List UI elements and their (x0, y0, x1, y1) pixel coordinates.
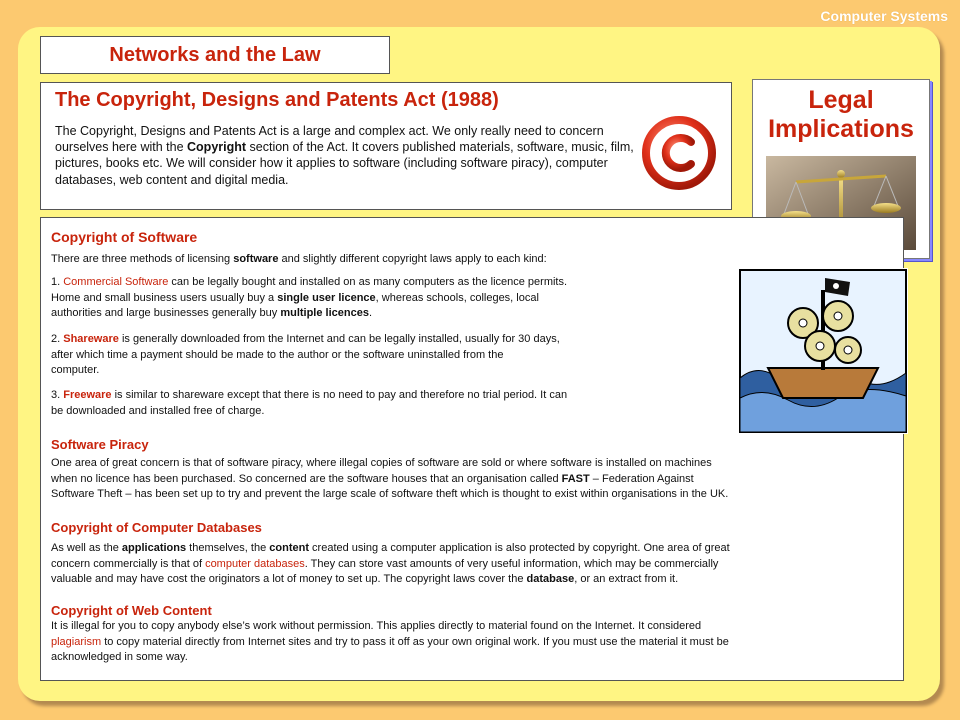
text-part: when no licence has been purchased. So concerned are the software houses that an organisation called (51, 472, 562, 485)
pirate-ship-icon (738, 268, 908, 434)
text-part: to copy material directly from Internet sites and try to pass it off as your own original work. If you must use the material it must be (101, 635, 729, 648)
item-line: computer. (51, 364, 100, 377)
piracy-text (51, 456, 891, 503)
text-line: acknowledged in some way. (51, 651, 188, 664)
item-line: be downloaded and installed free of charge. (51, 404, 265, 417)
act-text-bold: Copyright (187, 140, 247, 155)
item-line (51, 332, 741, 348)
text-bold: multiple licences (280, 307, 369, 320)
item-line (51, 275, 741, 291)
copyright-symbol-icon (641, 115, 717, 191)
item-number: 1. (51, 276, 64, 288)
legal-title-line: Implications (768, 115, 914, 143)
text-part: valuable and may have cost the originators a lot of money to set up. The copyright laws cover the (51, 573, 527, 586)
commercial-software-item (51, 275, 741, 322)
item-name: Freeware (63, 389, 112, 401)
piracy-heading: Software Piracy (51, 437, 149, 452)
text-bold: applications (121, 542, 187, 554)
software-heading: Copyright of Software (51, 229, 198, 245)
text-bold: FAST (561, 472, 590, 485)
course-title: Computer Systems (820, 8, 948, 24)
text-part: , or an extract from it. (574, 573, 679, 586)
act-title: The Copyright, Designs and Patents Act (1988) (55, 89, 499, 111)
text-line (51, 635, 891, 651)
legal-title-line: Legal (808, 86, 874, 114)
item-name: Commercial Software (63, 276, 169, 288)
text-part: concern commercially is that of (51, 557, 206, 570)
shareware-item (51, 332, 741, 379)
software-intro (51, 252, 547, 268)
item-line: after which time a payment should be made to the author or the software uninstalled from the (51, 348, 504, 361)
text-line: It is illegal for you to copy anybody else’s work without permission. This applies directly to material found on the Internet. It considered (51, 620, 702, 632)
text-part: created using a computer application is also protected by copyright. One area of great (309, 542, 730, 554)
text-highlight: plagiarism (51, 635, 102, 648)
item-number: 2. (51, 333, 64, 345)
copyright-act-box (40, 82, 732, 210)
text-bold: content (269, 542, 309, 554)
text-line: One area of great concern is that of software piracy, where illegal copies of software are sold or where software is installed on machines (51, 457, 712, 469)
item-number: 3. (51, 389, 64, 401)
text-part: themselves, the (186, 542, 270, 554)
web-heading: Copyright of Web Content (51, 603, 212, 618)
text-part: There are three methods of licensing (51, 253, 234, 265)
text-line (51, 541, 891, 557)
text-part: can be legally bought and installed on as many computers as the licence permits. (168, 276, 568, 288)
text-part: . (368, 307, 373, 320)
web-text (51, 619, 891, 666)
item-name: Shareware (63, 333, 119, 345)
text-bold: single user licence (277, 291, 376, 304)
item-line (51, 291, 741, 307)
legal-title (753, 86, 929, 144)
text-part: is similar to shareware except that there is no need to pay and therefore no trial period. It can (111, 389, 568, 401)
text-line (51, 472, 891, 488)
item-line (51, 306, 741, 322)
text-part: . They can store vast amounts of very useful information, which may be commercially (304, 557, 719, 570)
text-bold: software (233, 253, 279, 265)
text-bold: database (526, 573, 575, 586)
text-part: – Federation Against (589, 472, 694, 485)
act-description (55, 123, 635, 188)
section-title: Networks and the Law (40, 36, 390, 74)
text-part: authorities and large businesses generally buy (51, 307, 281, 320)
text-line: Software Theft – has been set up to try and prevent the large scale of software theft which is thought to exist within organisations in the UK. (51, 488, 729, 501)
text-line (51, 572, 891, 588)
text-part: and slightly different copyright laws apply to each kind: (278, 253, 547, 265)
text-highlight: computer databases (205, 557, 305, 570)
freeware-item (51, 388, 741, 419)
act-text-part: section of the Act. It covers published materials, software, music, film, pictures, books etc. We will consider how it applies to software (including software piracy), computer databases, web content and digital media. (55, 140, 634, 187)
text-part: is generally downloaded from the Internet and can be legally installed, usually for 30 days, (118, 333, 560, 345)
databases-text (51, 541, 891, 588)
act-text-part: The Copyright, Designs and Patents Act is a large and complex act. We only really need to concern ourselves here with the (55, 124, 604, 155)
text-part: Home and small business users usually buy a (51, 291, 278, 304)
item-line (51, 388, 741, 404)
text-part: , whereas schools, colleges, local (375, 291, 539, 304)
text-part: As well as the (51, 542, 122, 554)
text-line (51, 557, 891, 573)
databases-heading: Copyright of Computer Databases (51, 520, 262, 535)
